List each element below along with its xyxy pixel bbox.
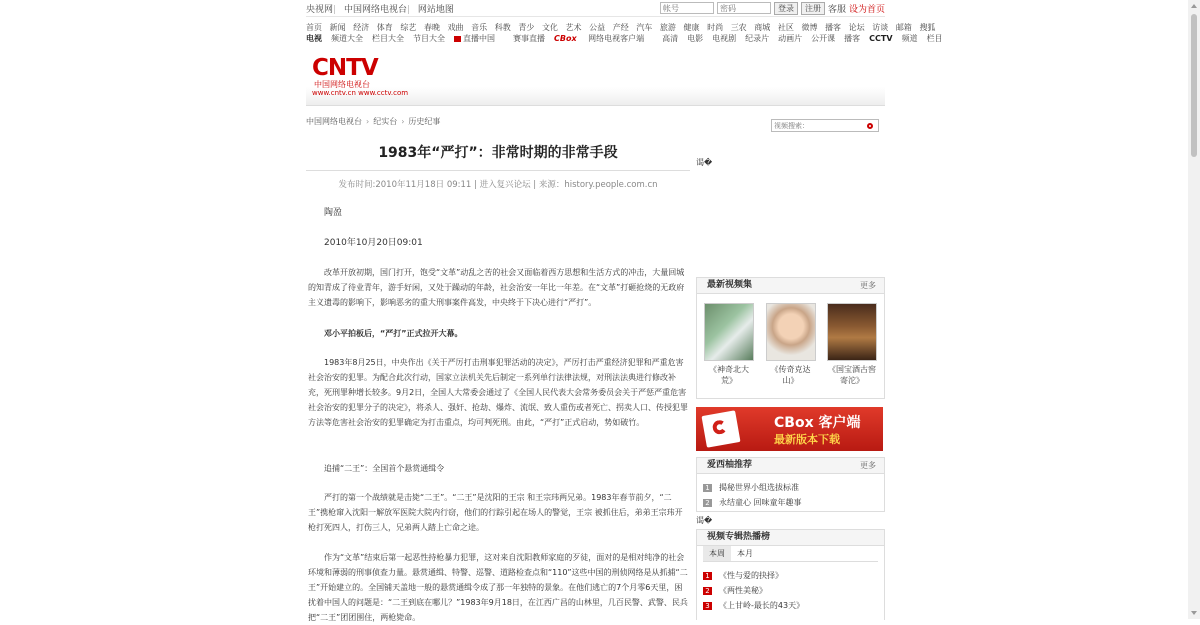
cntv-logo[interactable] [312,56,408,98]
nav-item[interactable]: 春晚 [423,23,440,32]
nav-item[interactable]: 艺术 [565,23,582,32]
nav-item[interactable]: 微博 [801,23,818,32]
hot-box [696,529,885,620]
scroll-up-icon[interactable] [1191,4,1197,8]
logo-cn-text: 中国网络电视台 [314,80,370,89]
nav-item[interactable]: 首页 [306,23,322,32]
nav-item[interactable]: 文化 [541,23,558,32]
cctv-label: CCTV [869,34,893,43]
nav-item[interactable]: 产经 [612,23,629,32]
breadcrumb [306,116,440,127]
main-nav [306,22,936,33]
video-thumbnail[interactable] [827,303,877,361]
live-icon [454,36,461,42]
nav-open-class[interactable]: 公开课 [811,34,836,43]
list-item[interactable]: 3 《上甘岭-最长的43天》 [703,598,884,613]
tab-month[interactable]: 本月 [737,549,753,558]
video-list [697,294,884,386]
video-item[interactable] [766,303,816,386]
nav-hd[interactable]: 高清 [662,34,679,43]
nav-cbox[interactable]: CBox 网络电视客户端 [554,34,645,43]
nav-item[interactable]: 综艺 [400,23,417,32]
article-date: 2010年10月20日09:01 [324,238,423,248]
scroll-down-icon[interactable] [1191,611,1197,615]
box-header [697,278,884,294]
nav-item[interactable]: 旅游 [659,23,676,32]
nav-programs[interactable]: 节目大全 [413,34,445,43]
paragraph: 改革开放初期，国门打开，饱受“文革”动乱之苦的社会又面临着西方思想和生活方式的冲击，大量回城的知青成了待业青年，游手好闲，又处于躁动的年龄，社会治安一年比一年差。在“文革”打砸抢烧的无政府主义遗毒的影响下，影响恶劣的重大刑事案件高发，中央终于下决心进行“严打”。 [308,268,685,307]
nav-item[interactable]: 时尚 [707,23,724,32]
top-link-sitemap[interactable]: 网站地图 [417,4,454,15]
top-link-cntv[interactable]: 中国网络电视台 [343,4,407,15]
top-link-cctv[interactable]: 央视网 [306,4,334,15]
hot-list [697,562,884,613]
video-item[interactable] [827,303,877,386]
garbled-text: 谒� [696,516,713,525]
article-title: 1983年“严打”：非常时期的非常手段 [306,132,690,171]
nav-live-china[interactable]: 直播中国 [454,33,504,44]
nav-documentary[interactable]: 纪录片 [745,34,770,43]
new-videos-title: 最新视频集 [707,280,753,290]
nav-columns[interactable]: 栏目大全 [372,34,404,43]
cbox-logo-icon: CBox [554,34,577,43]
list-item[interactable]: 1 《性与爱的抉择》 [703,568,884,583]
search-icon[interactable] [864,120,876,131]
garbled-text: 谒� [696,158,713,167]
video-search [771,119,879,132]
nav-podcast[interactable]: 播客 [844,34,861,43]
recommend-list [697,474,884,510]
register-button[interactable]: 注册 [801,2,825,15]
cbox-banner-title: CBox 客户端 [774,415,861,431]
cbox-banner-subtitle: 最新版本下载 [774,433,840,446]
nav-item[interactable]: 社区 [777,23,794,32]
list-item[interactable]: 2 《两性美秘》 [703,583,884,598]
nav-item[interactable]: 体育 [376,23,393,32]
paragraph: 严打的第一个战绩就是击毙“二王”。“二王”是沈阳的王宗 和王宗玮两兄弟。1983年春节前夕，“二王”携枪窜入沈阳一解放军医院大院内行窃，他们的行踪引起在场人的警觉，王宗 被抓住后，弟弟王宗玮开枪打死四人，打伤三人，兄弟两人踏上亡命之途。 [308,493,683,532]
nav-item[interactable]: 健康 [683,23,700,32]
nav-cctv-channels[interactable]: 频道 [901,34,918,43]
article-author: 陶盈 [324,208,343,218]
tab-week[interactable]: 本周 [703,546,731,561]
video-title[interactable]: 《传奇克达山》 [770,365,811,385]
hot-tabs [703,546,878,562]
more-link[interactable]: 更多 [860,461,876,470]
breadcrumb-documentary[interactable]: 纪实台 [373,117,398,126]
logo-url-text: www.cntv.cn www.cctv.com [312,89,409,97]
set-home-link[interactable]: 设为首页 [848,4,885,15]
tv-nav [306,33,943,44]
breadcrumb-history[interactable]: 历史纪事 [408,117,441,126]
scroll-thumb[interactable] [1191,14,1197,157]
video-title[interactable]: 《神奇北大荒》 [709,365,749,385]
breadcrumb-home[interactable]: 中国网络电视台 [306,117,362,126]
article [306,132,690,622]
box-header [697,530,884,546]
video-thumbnail[interactable] [704,303,754,361]
nav-item[interactable]: 汽车 [636,23,653,32]
paragraph: 1983年8月25日，中央作出《关于严厉打击刑事犯罪活动的决定》，严厉打击严重经济犯罪和严重危害社会治安的犯罪。为配合此次行动，国家立法机关先后制定一系列单行法律法规，对刑法法典进行修改补充，死刑罪种增长较多。9月2日，全国人大常委会通过了《全国人民代表大会常务委员会关于严惩严重危害社会治安的犯罪分子的决定》，将杀人、强奸、抢劫、爆炸、流氓、致人重伤或者死亡、拐卖人口、传授犯罪方法等危害社会治安的犯罪确定为打击重点，均可判死刑。由此，“严打”正式启动，势如破竹。 [308,358,688,427]
cbox-download-banner[interactable] [696,407,883,451]
login-button[interactable]: 登录 [774,2,798,15]
new-videos-box [696,277,885,399]
nav-tv-series[interactable]: 电视剧 [712,34,737,43]
rank-badge: 2 [703,499,712,507]
nav-item[interactable]: 音乐 [471,23,488,32]
nav-item[interactable]: 搜狐 [919,23,936,32]
nav-item[interactable]: 青少 [518,23,535,32]
nav-item[interactable]: 新闻 [329,23,346,32]
more-link[interactable]: 更多 [860,281,876,290]
section-heading: 邓小平拍板后，“严打”正式拉开大幕。 [324,329,463,338]
section-heading: 追捕“二王”：全国首个悬赏通缉令 [324,464,445,473]
top-links: 央视网| 中国网络电视台| 网站地图 [306,4,454,15]
cbox-icon [701,410,740,447]
nav-item[interactable]: 播客 [825,23,842,32]
account-field[interactable] [660,2,714,14]
recommend-title: 爱西柚推荐 [707,460,753,470]
page-container [306,0,943,126]
nav-cctv-columns[interactable]: 栏目 [926,34,943,43]
nav-item[interactable]: 邮箱 [895,23,912,32]
site-header [306,45,885,106]
logo-mark: CNTV [312,55,378,81]
password-field[interactable] [717,2,771,14]
page-scrollbar[interactable] [1188,0,1200,619]
nav-movie[interactable]: 电影 [687,34,704,43]
hot-title: 视频专辑热播榜 [707,532,771,542]
nav-item[interactable]: 商城 [754,23,771,32]
list-item[interactable]: 1 揭秘世界小组选拔标准 [703,480,884,495]
nav-channels[interactable]: 频道大全 [331,34,363,43]
rank-badge: 3 [703,602,712,610]
rank-badge: 1 [703,572,712,580]
chevron-right-icon: › [401,117,405,126]
nav-animation[interactable]: 动画片 [778,34,803,43]
nav-item[interactable]: 三农 [730,23,747,32]
nav-item[interactable]: 经济 [353,23,370,32]
top-bar [306,0,885,17]
nav-sports-live[interactable]: 赛事直播 [513,34,545,43]
article-meta: 发布时间:2010年11月18日 09:11 | 进入复兴论坛 | 来源：history.people.com.cn [338,180,658,190]
paragraph: 作为“文革”结束后第一起恶性持枪暴力犯罪，这对来自沈阳教师家庭的歹徒，面对的是相对纯净的社会环境和薄弱的刑事侦查力量。悬赏通缉、特警、巡警、道路检查点和“110”这些中国的刑侦网络是从抓捕“二王”开始建立的。全国铺天盖地一般的悬赏通缉令成了那一年独特的景象。在他们逃亡的7个月零6天里，困扰着中国人的问题是：“二王到底在哪儿？”1983年9月18日，在江西广昌的山林里，几百民警、武警、民兵把“二王”团团围住，两枪毙命。 [308,553,688,622]
nav-item[interactable]: 论坛 [848,23,865,32]
help-link[interactable]: 客服 [827,4,846,15]
video-title[interactable]: 《国宝酒古窖寄沱》 [828,365,876,385]
tv-label: 电视 [306,34,322,43]
rank-badge: 2 [703,587,712,595]
nav-item[interactable]: 科教 [494,23,511,32]
chevron-right-icon: › [366,117,370,126]
recommend-box [696,457,885,512]
login-area [660,2,885,15]
rank-badge: 1 [703,484,712,492]
video-item[interactable] [704,303,754,386]
search-input[interactable] [772,121,864,130]
nav-item[interactable]: 公益 [589,23,606,32]
video-thumbnail[interactable] [766,303,816,361]
list-item[interactable]: 2 永结童心 回味童年趣事 [703,495,884,510]
box-header [697,458,884,474]
nav-item[interactable]: 访谈 [872,23,889,32]
nav-item[interactable]: 戏曲 [447,23,464,32]
